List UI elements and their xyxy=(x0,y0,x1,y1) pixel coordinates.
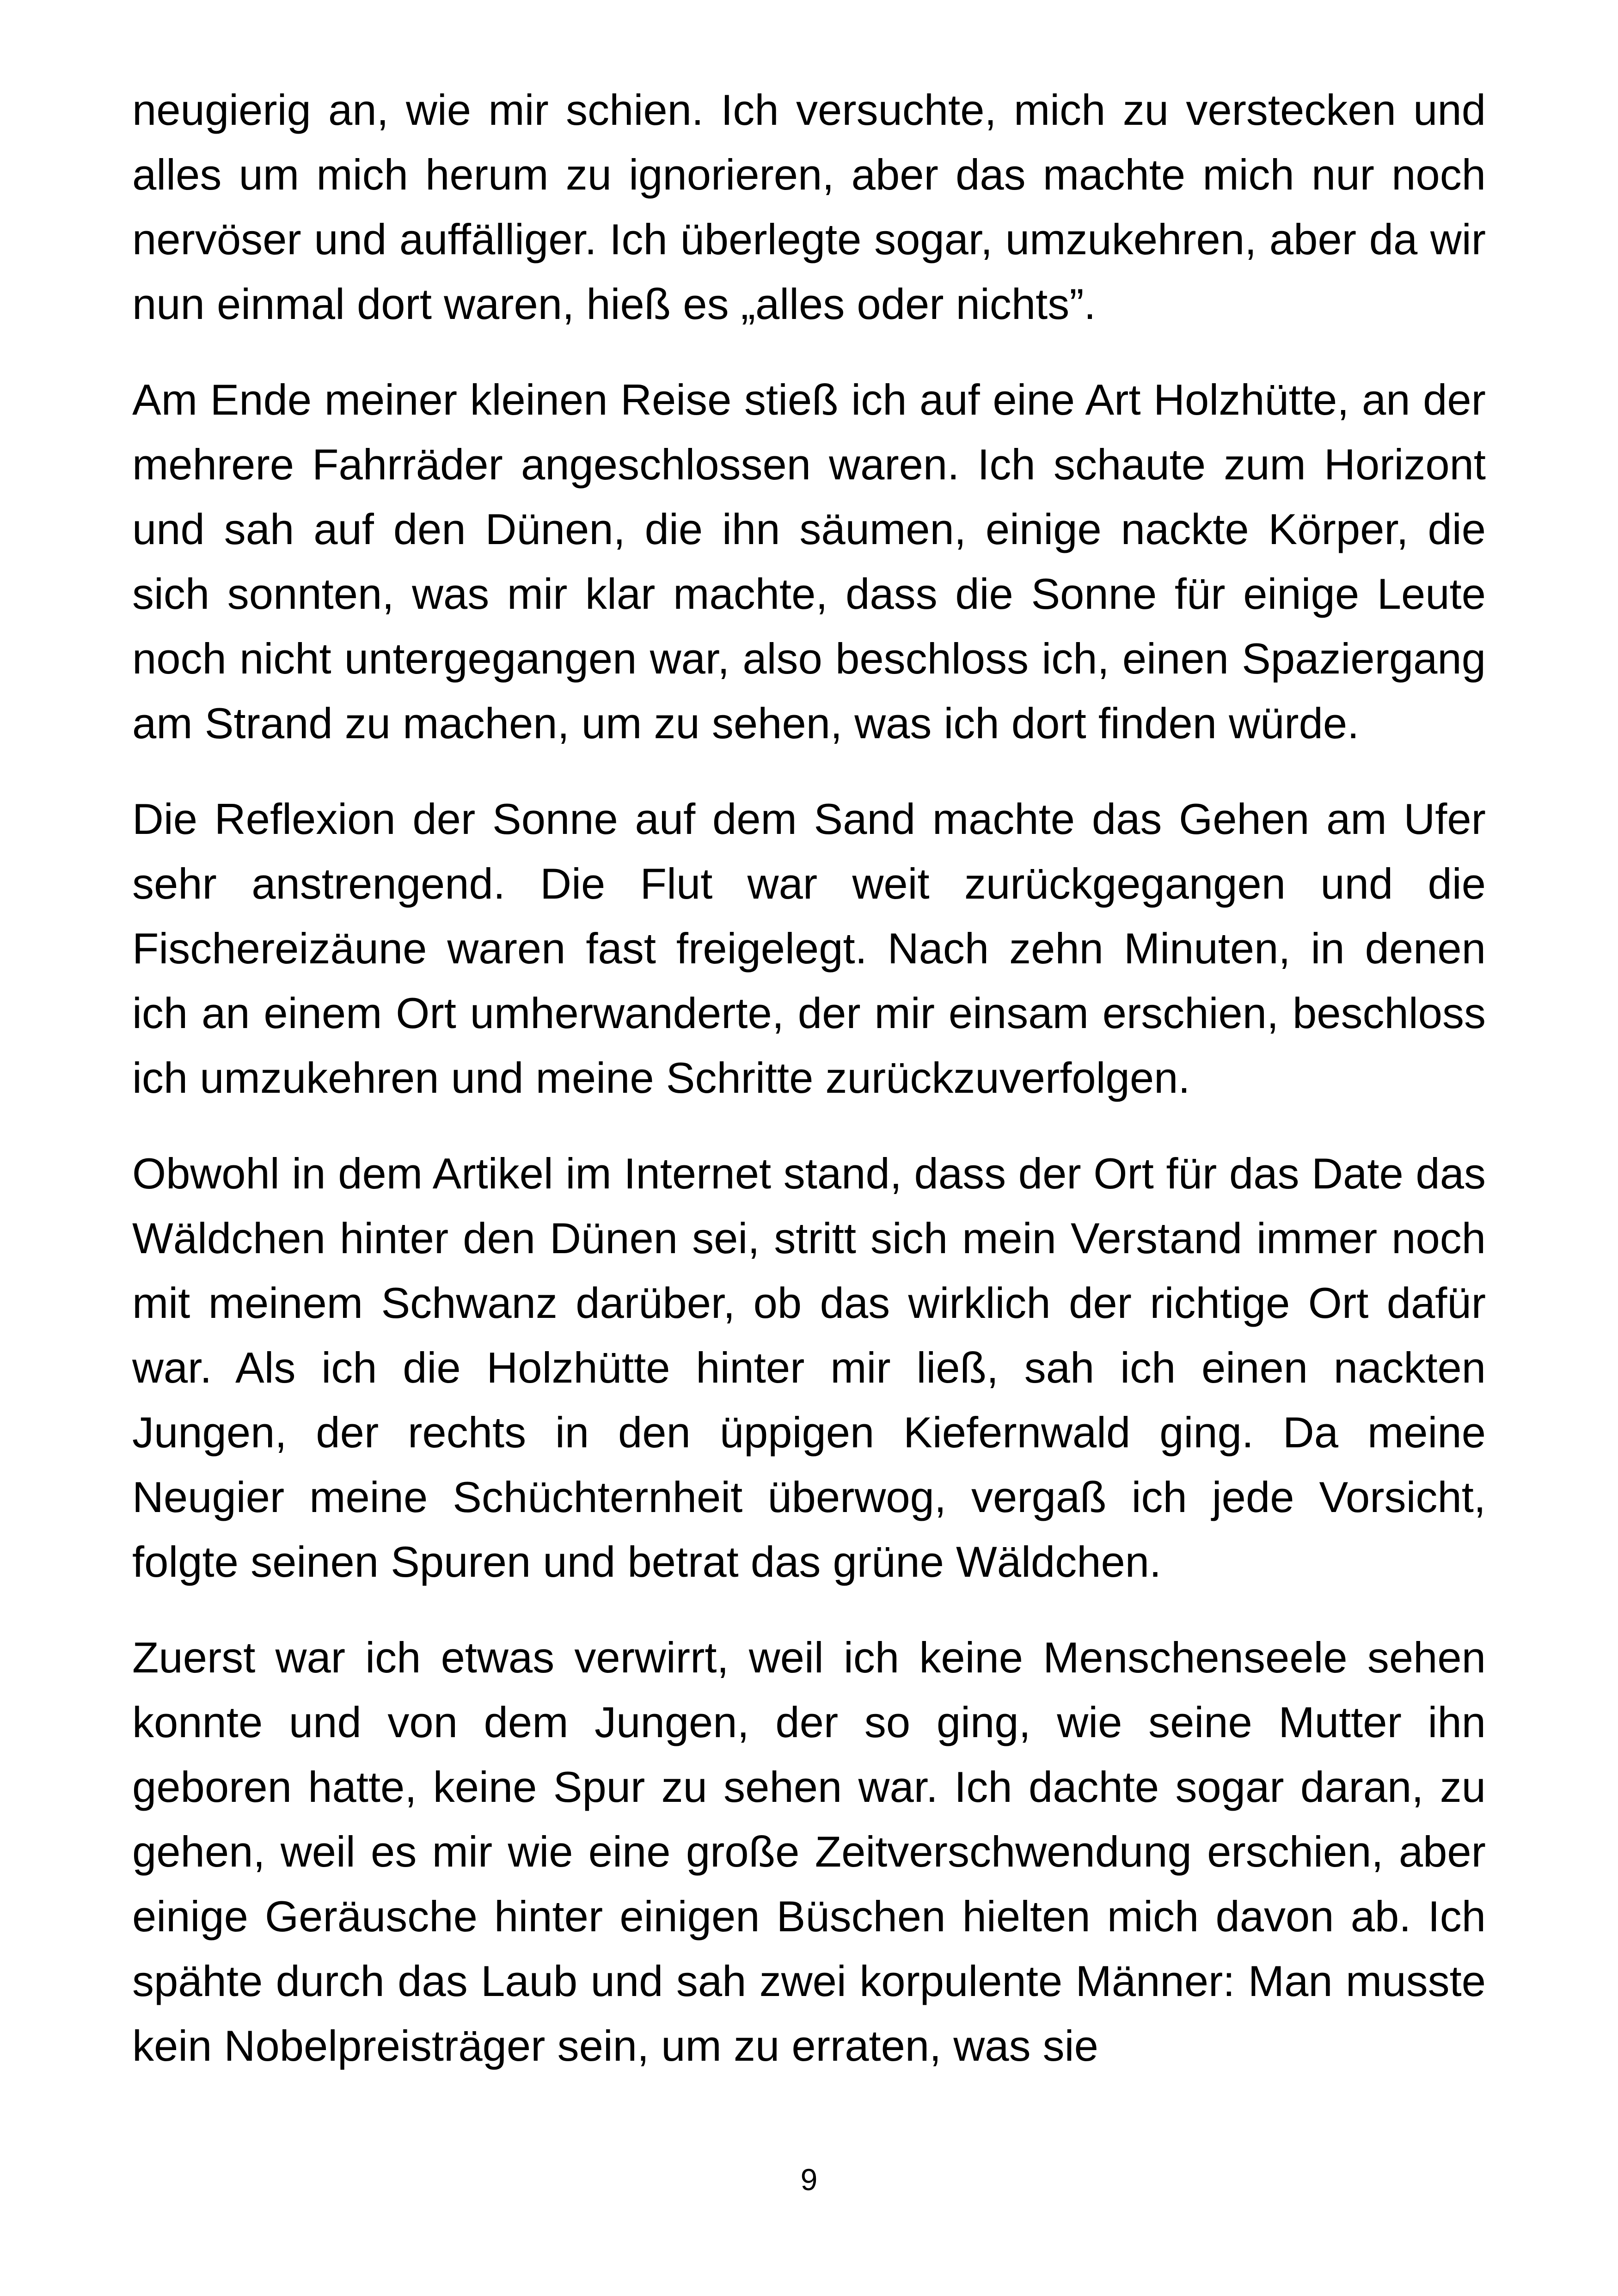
page-number: 9 xyxy=(800,2162,818,2197)
paragraph-5: Zuerst war ich etwas verwirrt, weil ich keine Menschenseele sehen konnte und von dem Jungen, der so ging, wie seine Mutter ihn geboren hatte, keine Spur zu sehen war. Ich dachte sogar daran, zu gehen, weil es mir wie eine große Zeitverschwendung erschien, aber einige Geräusche hinter einigen Büschen hielten mich davon ab. Ich spähte durch das Laub und sah zwei korpulente Männer: Man musste kein Nobelpreisträger sein, um zu erraten, was sie xyxy=(132,1633,1486,2070)
page-body xyxy=(132,78,1486,2109)
paragraph-2: Am Ende meiner kleinen Reise stieß ich auf eine Art Holzhütte, an der mehrere Fahrräder angeschlossen waren. Ich schaute zum Horizont und sah auf den Dünen, die ihn säumen, einige nackte Körper, die sich sonnten, was mir klar machte, dass die Sonne für einige Leute noch nicht untergegangen war, also beschloss ich, einen Spaziergang am Strand zu machen, um zu sehen, was ich dort finden würde. xyxy=(132,375,1486,747)
paragraph-4: Obwohl in dem Artikel im Internet stand, dass der Ort für das Date das Wäldchen hinter den Dünen sei, stritt sich mein Verstand immer noch mit meinem Schwanz darüber, ob das wirklich der richtige Ort dafür war. Als ich die Holzhütte hinter mir ließ, sah ich einen nackten Jungen, der rechts in den üppigen Kiefernwald ging. Da meine Neugier meine Schüchternheit überwog, vergaß ich jede Vorsicht, folgte seinen Spuren und betrat das grüne Wäldchen. xyxy=(132,1149,1486,1586)
paragraph-1: neugierig an, wie mir schien. Ich versuchte, mich zu verstecken und alles um mich herum zu ignorieren, aber das machte mich nur noch nervöser und auffälliger. Ich überlegte sogar, umzukehren, aber da wir nun einmal dort waren, hieß es „alles oder nichts”. xyxy=(132,86,1486,328)
paragraph-3: Die Reflexion der Sonne auf dem Sand machte das Gehen am Ufer sehr anstrengend. Die Flut war weit zurückgegangen und die Fischereizäune waren fast freigelegt. Nach zehn Minuten, in denen ich an einem Ort umherwanderte, der mir einsam erschien, beschloss ich umzukehren und meine Schritte zurückzuverfolgen. xyxy=(132,795,1486,1102)
